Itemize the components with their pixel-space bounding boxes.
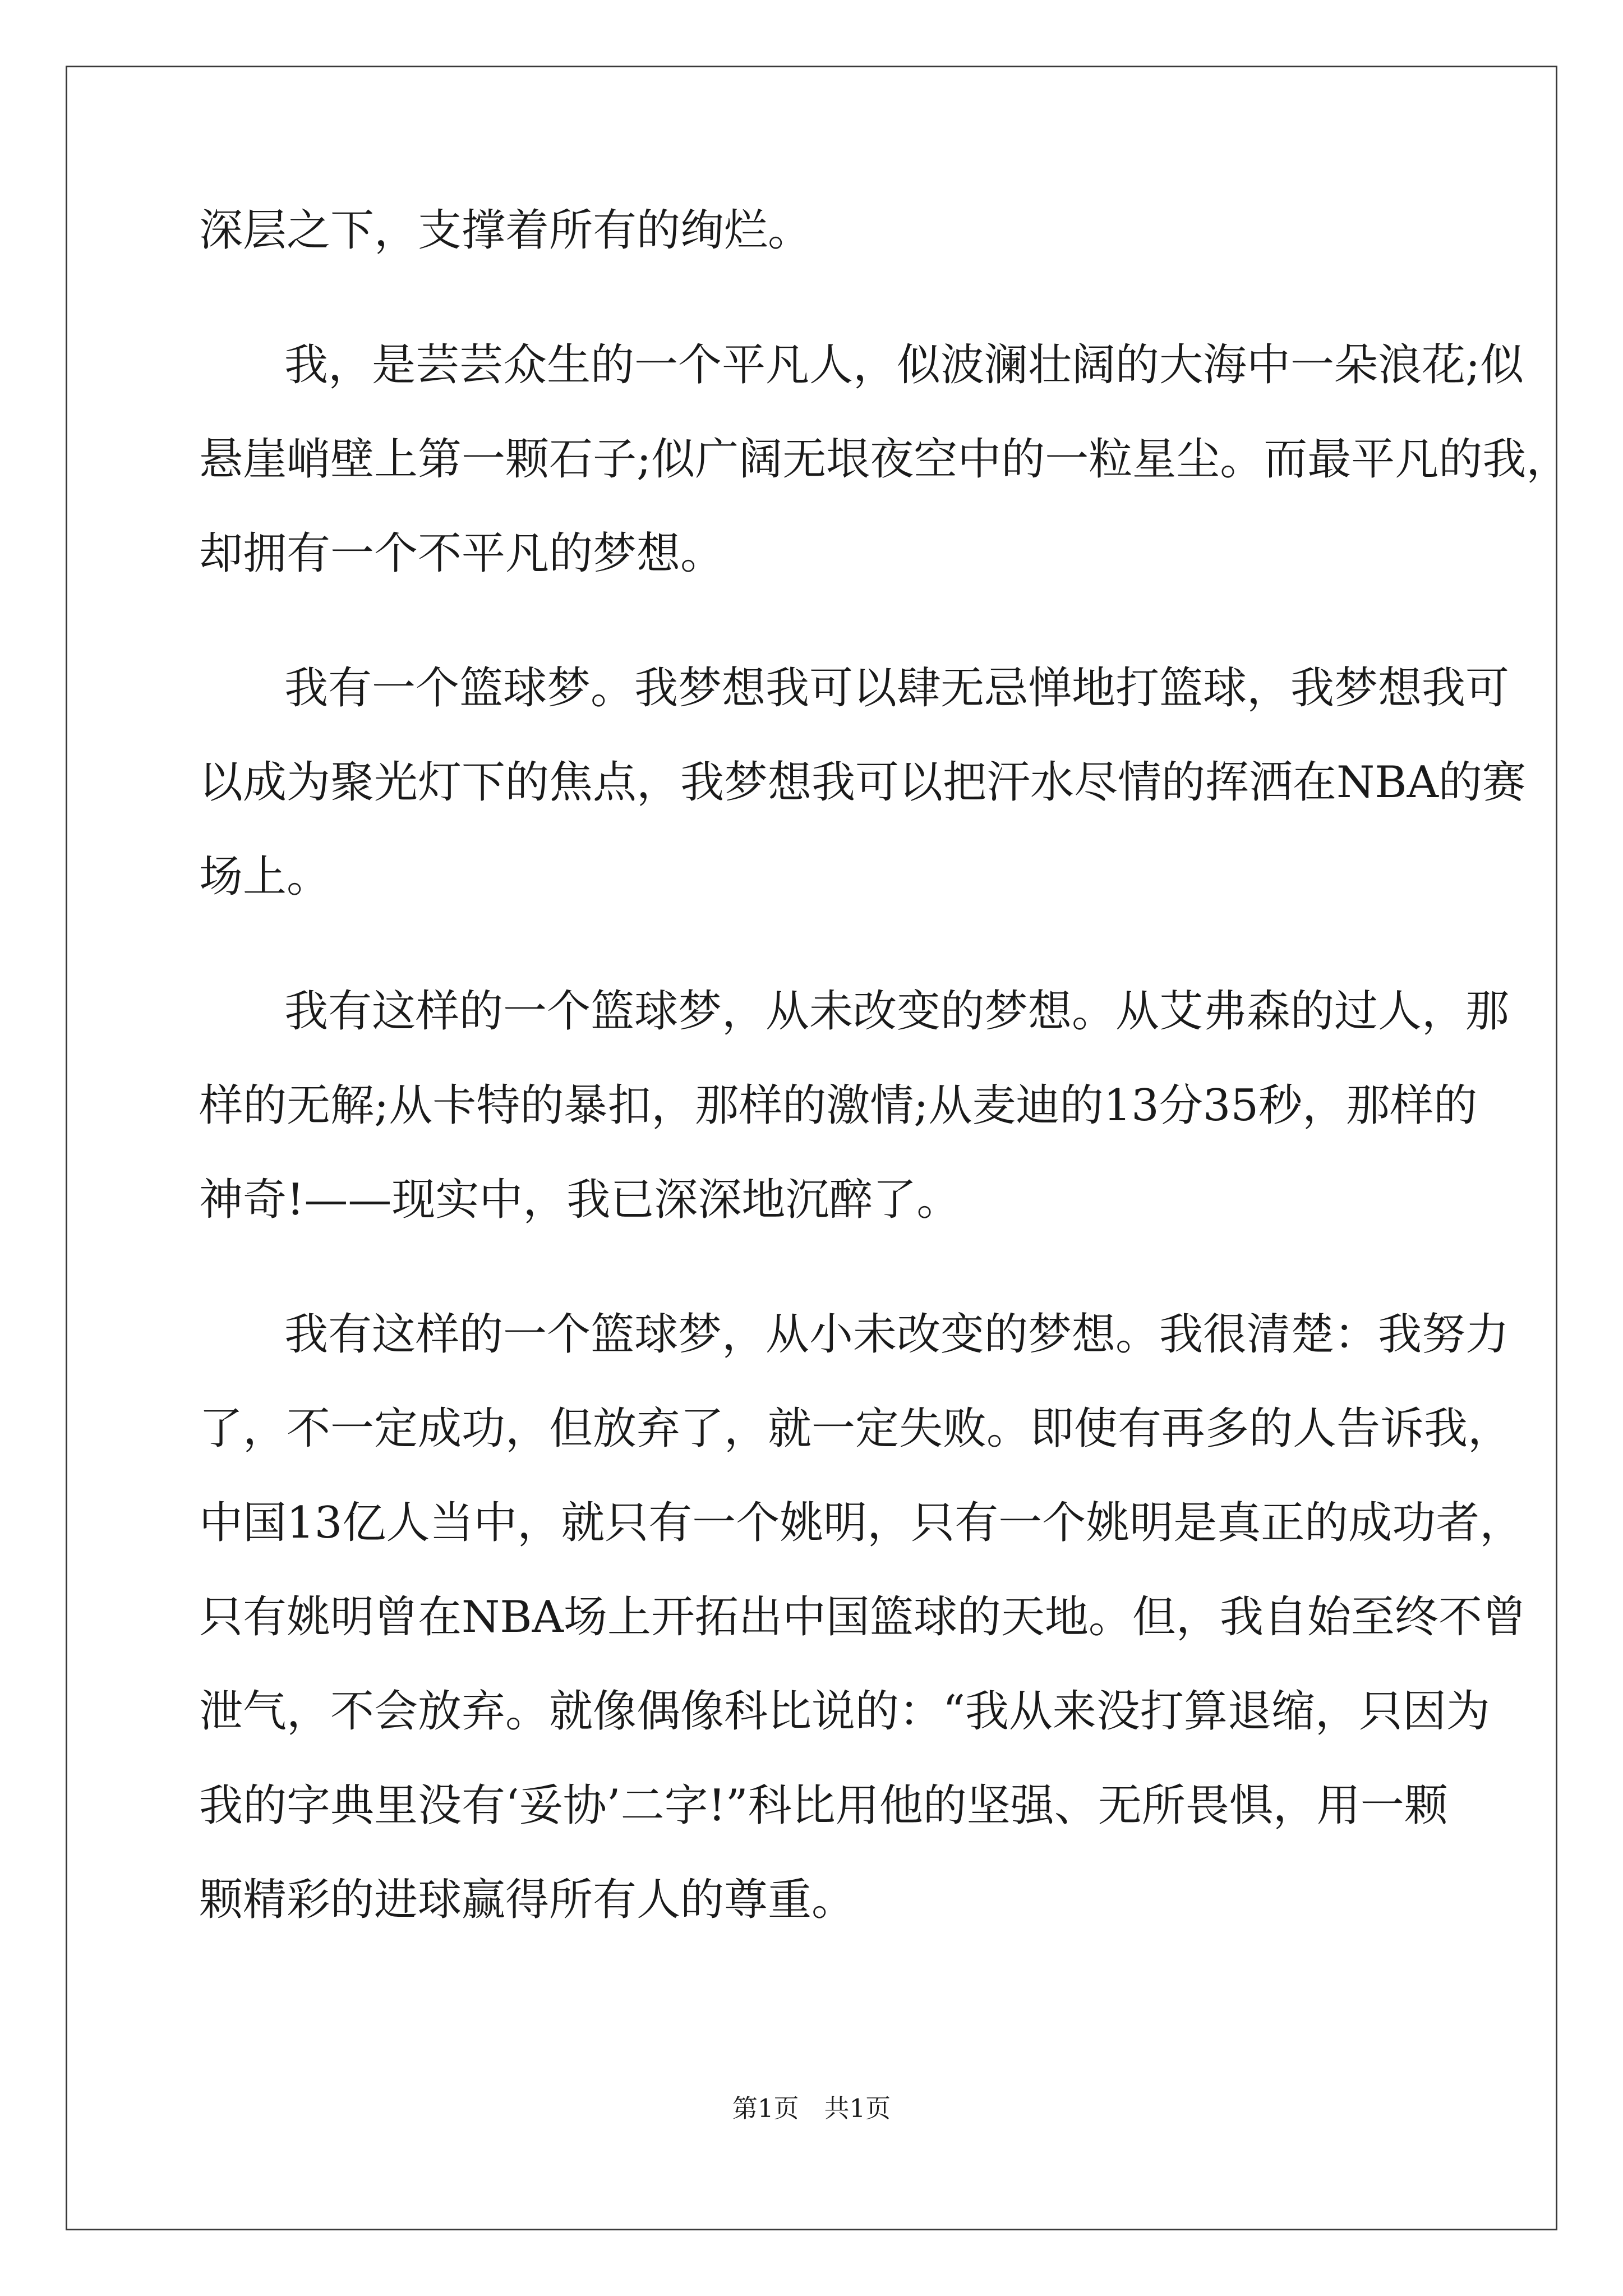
text-line: 却拥有一个不平凡的梦想。 <box>199 528 725 579</box>
text-line: 泄气，不会放弃。就像偶像科比说的：“我从来没打算退缩，只因为 <box>199 1686 1490 1737</box>
text-line: 只有姚明曾在NBA场上开拓出中国篮球的天地。但，我自始至终不曾 <box>199 1592 1526 1642</box>
text-line: 深层之下，支撑着所有的绚烂。 <box>199 205 812 256</box>
paragraph-first-line: 我有这样的一个篮球梦，从未改变的梦想。从艾弗森的过人，那 <box>284 986 1510 1037</box>
page-footer: 第1页 共1页 <box>732 2093 891 2123</box>
text-line: 神奇!——现实中，我已深深地沉醉了。 <box>199 1175 961 1225</box>
text-line: 中国13亿人当中，就只有一个姚明，只有一个姚明是真正的成功者， <box>199 1498 1524 1548</box>
text-line: 以成为聚光灯下的焦点，我梦想我可以把汗水尽情的挥洒在NBA的赛 <box>199 757 1526 808</box>
text-line: 我的字典里没有‘妥协’二字!”科比用他的坚强、无所畏惧，用一颗 <box>199 1780 1448 1831</box>
text-line: 场上。 <box>199 852 331 902</box>
paragraph-first-line: 我有一个篮球梦。我梦想我可以肆无忌惮地打篮球，我梦想我可 <box>284 663 1510 714</box>
text-line: 了，不一定成功，但放弃了，就一定失败。即使有再多的人告诉我， <box>199 1404 1512 1454</box>
text-line: 样的无解;从卡特的暴扣，那样的激情;从麦迪的13分35秒，那样的 <box>199 1080 1478 1131</box>
paragraph-first-line: 我，是芸芸众生的一个平凡人，似波澜壮阔的大海中一朵浪花;似 <box>284 340 1524 390</box>
paragraph-first-line: 我有这样的一个篮球梦，从小未改变的梦想。我很清楚：我努力 <box>284 1309 1510 1360</box>
text-line: 悬崖峭壁上第一颗石子;似广阔无垠夜空中的一粒星尘。而最平凡的我， <box>199 434 1570 485</box>
text-line: 颗精彩的进球赢得所有人的尊重。 <box>199 1875 856 1925</box>
